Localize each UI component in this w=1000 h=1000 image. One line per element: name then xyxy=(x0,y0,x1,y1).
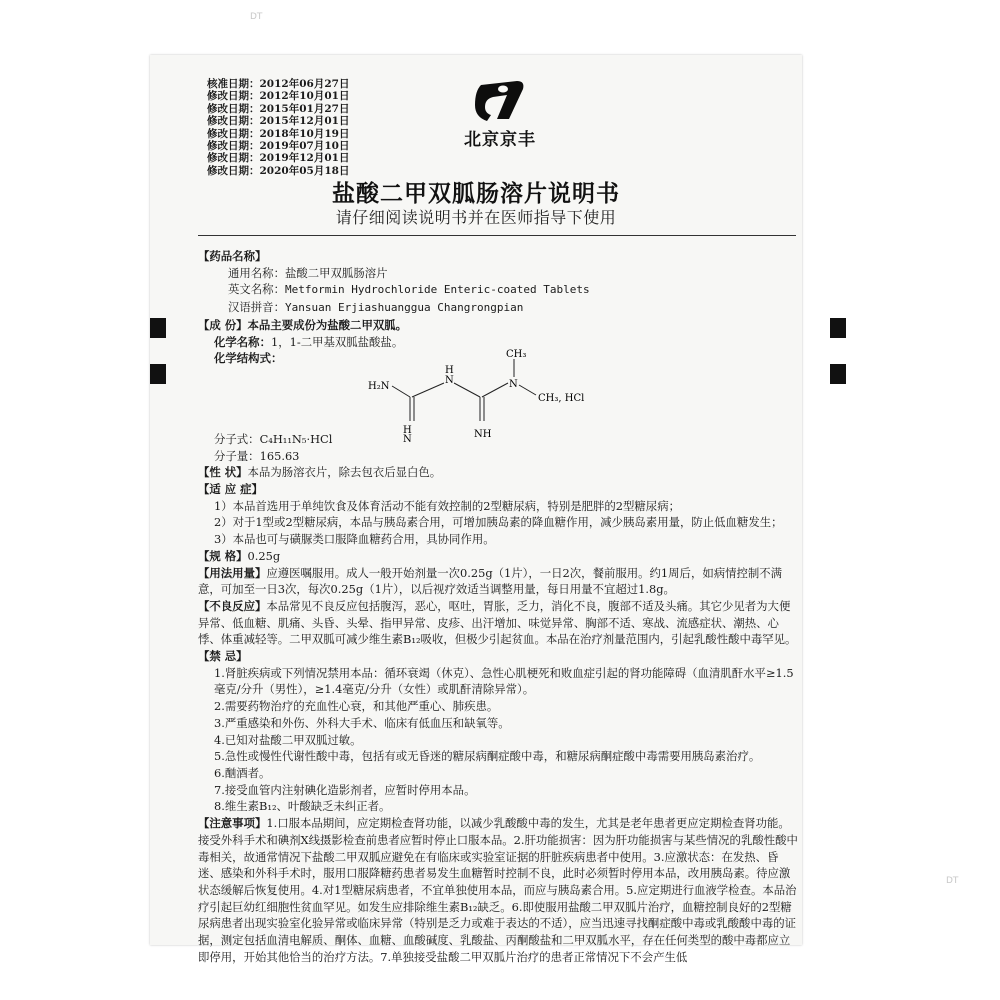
date-row: 修改日期：2012年10月01日 xyxy=(207,90,350,103)
chemical-name: 化学名称：1，1-二甲基双胍盐酸盐。 xyxy=(214,334,404,349)
watermark-side: DT xyxy=(946,876,959,886)
date-row: 核准日期：2012年06月27日 xyxy=(207,78,350,90)
section-heading-drug-name: 【药品名称】 xyxy=(198,249,267,263)
date-row: 修改日期：2015年12月01日 xyxy=(207,115,350,128)
contraindication-item: 8.维生素B₁₂、叶酸缺乏未纠正者。 xyxy=(214,799,391,814)
jingfeng-logo-icon xyxy=(473,75,527,125)
svg-text:NH: NH xyxy=(474,428,492,440)
structure-diagram xyxy=(368,347,638,443)
pinyin-name: 汉语拼音：Yansuan Erjiashuanggua Changrongpian xyxy=(228,300,524,315)
section-heading-indications: 【适 应 症】 xyxy=(198,482,263,497)
brand-logo xyxy=(445,75,555,155)
contraindication-item: 3.严重感染和外伤、外科大手术、临床有低血压和缺氧等。 xyxy=(214,715,510,730)
svg-text:CH₃, HCl: CH₃, HCl xyxy=(538,392,585,404)
molecular-formula: 分子式：C₄H₁₁N₅·HCl xyxy=(214,431,333,446)
composition: 【成 份】本品主要成份为盐酸二甲双胍。 xyxy=(198,317,408,332)
registration-mark xyxy=(830,318,846,338)
date-row: 修改日期：2019年07月10日 xyxy=(207,140,350,153)
section-heading-contraindications: 【禁 忌】 xyxy=(198,649,248,664)
date-row: 修改日期：2015年01月27日 xyxy=(207,102,350,115)
molecular-weight: 分子量：165.63 xyxy=(214,448,300,463)
svg-text:N: N xyxy=(403,433,412,445)
english-name: 英文名称：Metformin Hydrochloride Enteric-coated Tablets xyxy=(228,282,590,297)
svg-text:CH₃: CH₃ xyxy=(506,348,527,360)
divider xyxy=(198,235,796,236)
contraindication-item: 4.已知对盐酸二甲双胍过敏。 xyxy=(214,732,362,747)
contraindication-item: 1.肾脏疾病或下列情况禁用本品：循环衰竭（休克）、急性心肌梗死和败血症引起的肾功能障碍（血清肌酐水平≥1.5毫克/分升（男性），≥1.4毫克/分升（女性）或肌酐清除异常）。 xyxy=(214,665,794,697)
date-row: 修改日期：2018年10月19日 xyxy=(207,127,350,140)
dosage: 【用法用量】应遵医嘱服用。成人一般开始剂量一次0.25g（1片），一日2次，餐前服用。约1周后，如病情控制不满意，可加至一日3次，每次0.25g（1片），以后视疗效适当调整用量，每日用量不宜超过1.8g。 xyxy=(198,565,783,597)
watermark-top: DT xyxy=(250,12,263,22)
svg-text:N: N xyxy=(509,378,518,390)
specification: 【规 格】0.25g xyxy=(198,548,281,563)
indication-item: 1）本品首选用于单纯饮食及体育活动不能有效控制的2型糖尿病，特别是肥胖的2型糖尿病； xyxy=(214,498,680,513)
svg-text:H: H xyxy=(445,364,454,376)
registration-mark xyxy=(150,318,166,338)
instruction-leaflet xyxy=(150,55,802,964)
structure-label: 化学结构式： xyxy=(214,351,283,366)
adverse-reactions: 【不良反应】本品常见不良反应包括腹泻，恶心，呕吐，胃胀，乏力，消化不良，腹部不适及头痛。其它少见者为大便异常、低血糖、肌痛、头昏、头晕、指甲异常、皮疹、出汗增加、味觉异常、胸部不适、寒战、流感症状、潮热、心悸、体重减轻等。二甲双胍可减少维生素B₁₂吸收，但极少引起贫血。本品在治疗剂量范围内，引起乳酸性酸中毒罕见。 xyxy=(198,598,797,647)
indication-item: 2）对于1型或2型糖尿病，本品与胰岛素合用，可增加胰岛素的降血糖作用，减少胰岛素用量，防止低血糖发生； xyxy=(214,515,783,530)
appearance: 【性 状】本品为肠溶衣片，除去包衣后显白色。 xyxy=(198,465,442,480)
page-title: 盐酸二甲双胍肠溶片说明书 xyxy=(332,181,620,207)
svg-text:H: H xyxy=(403,424,412,436)
approval-dates-block xyxy=(207,78,349,177)
contraindication-item: 6.酗酒者。 xyxy=(214,765,271,780)
page-subtitle: 请仔细阅读说明书并在医师指导下使用 xyxy=(335,208,617,227)
precautions: 【注意事项】1.口服本品期间，应定期检查肾功能，以减少乳酸酸中毒的发生，尤其是老年患者更应定期检查肾功能。接受外科手术和碘剂X线摄影检查前患者应暂时停止口服本品。2.肝功能损害：因为肝功能损害与某些情况的乳酸性酸中毒相关，故通常情况下盐酸二甲双胍应避免在有临床或实验室证据的肝脏疾病患者中使用。3.应激状态：在发热、昏迷、感染和外科手术时，服用口服降糖药患者易发生血糖暂时控制不良，此时必须暂时停用本品，改用胰岛素。待应激状态缓解后恢复使用。4.对1型糖尿病患者，不宜单独使用本品，而应与胰岛素合用。5.应定期进行血液学检查。本品治疗引起巨幼红细胞性贫血罕见。如发生应排除维生素B₁₂缺乏。6.即使服用盐酸二甲双胍片治疗，血糖控制良好的2型糖尿病患者出现实验室化验异常或临床异常（特别是乏力或难于表达的不适），应当迅速寻找酮症酸中毒或乳酸酸中毒的证据，测定包括血清电解质、酮体、血糖、血酸碱度、乳酸盐、丙酮酸盐和二甲双胍水平，存在任何类型的酸中毒都应立即停用，开始其他恰当的治疗方法。7.单独接受盐酸二甲双胍片治疗的患者正常情况下不会产生低 xyxy=(198,816,798,964)
svg-text:H₂N: H₂N xyxy=(368,380,390,392)
registration-mark xyxy=(150,364,166,384)
registration-mark xyxy=(830,364,846,384)
date-row: 修改日期：2020年05月18日 xyxy=(207,164,350,177)
brand-name: 北京京丰 xyxy=(464,130,536,150)
contraindication-item: 2.需要药物治疗的充血性心衰，和其他严重心、肺疾患。 xyxy=(214,699,499,714)
generic-name: 通用名称：盐酸二甲双胍肠溶片 xyxy=(228,265,388,280)
svg-text:N: N xyxy=(445,374,454,386)
leaflet-body xyxy=(198,248,798,965)
contraindication-item: 5.急性或慢性代谢性酸中毒，包括有或无昏迷的糖尿病酮症酸中毒，和糖尿病酮症酸中毒需要用胰岛素治疗。 xyxy=(214,749,761,764)
date-row: 修改日期：2019年12月01日 xyxy=(207,152,350,165)
indication-item: 3）本品也可与磺脲类口服降血糖药合用，具协同作用。 xyxy=(214,532,495,547)
contraindication-item: 7.接受血管内注射碘化造影剂者，应暂时停用本品。 xyxy=(214,782,476,797)
